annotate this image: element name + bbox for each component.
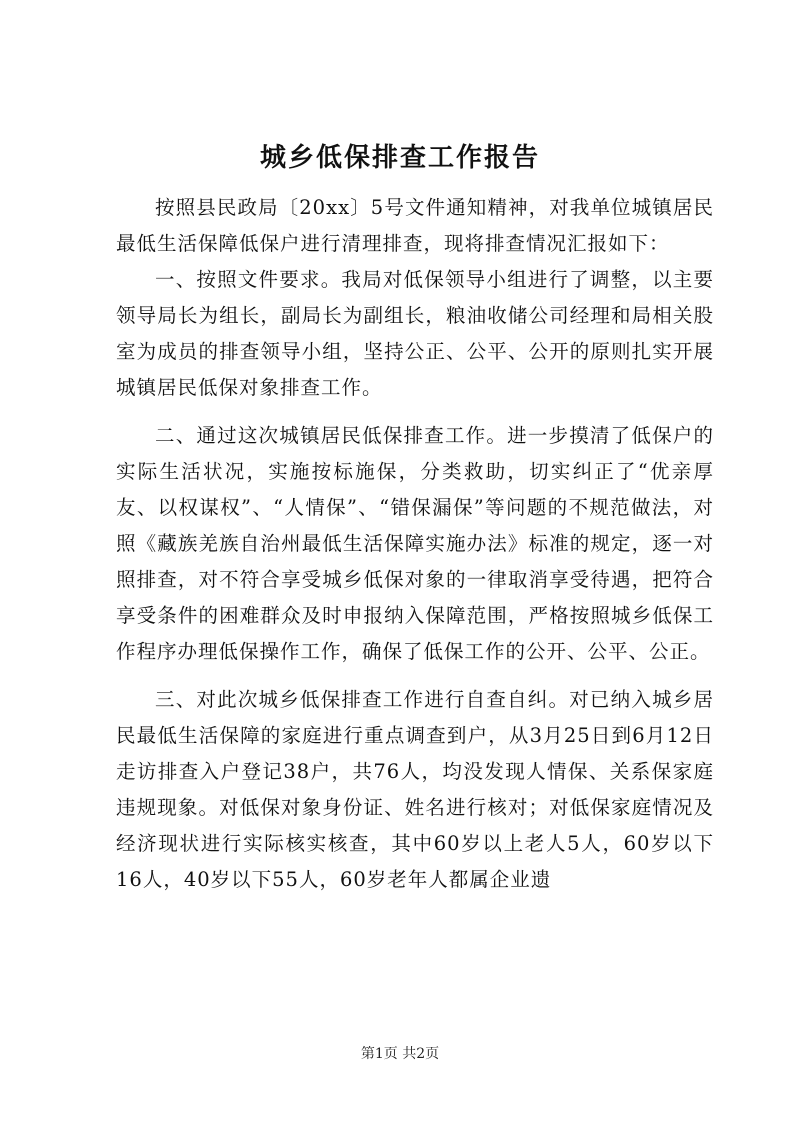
paragraph-intro: 按照县民政局〔20xx〕5号文件通知精神，对我单位城镇居民最低生活保障低保户进行清理排查，现将排查情况汇报如下： xyxy=(116,196,714,255)
document-title: 城乡低保排查工作报告 xyxy=(259,143,540,173)
paragraph-section-2: 二、通过这次城镇居民低保排查工作。进一步摸清了低保户的实际生活状况，实施按标施保，分类救助，切实纠正了“优亲厚友、以权谋权”、“人情保”、“错保漏保”等问题的不规范做法，对照《藏族羌族自治州最低生活保障实施办法》标准的规定，逐一对照排查，对不符合享受城乡低保对象的一律取消享受待遇，把符合享受条件的困难群众及时申报纳入保障范围，严格按照城乡低保工作程序办理低保操作工作，确保了低保工作的公开、公平、公正。 xyxy=(116,424,714,663)
document-body xyxy=(116,190,714,898)
paragraph-section-1: 一、按照文件要求。我局对低保领导小组进行了调整，以主要领导局长为组长，副局长为副组长，粮油收储公司经理和局相关股室为成员的排查领导小组，坚持公正、公平、公开的原则扎实开展城镇居民低保对象排查工作。 xyxy=(116,268,714,399)
paragraph-section-3: 三、对此次城乡低保排查工作进行自查自纠。对已纳入城乡居民最低生活保障的家庭进行重点调查到户，从3月25日到6月12日走访排查入户登记38户，共76人，均没发现人情保、关系保家庭违规现象。对低保对象身份证、姓名进行核对；对低保家庭情况及经济现状进行实际核实核查，其中60岁以上老人5人，60岁以下16人，40岁以下55人，60岁老年人都属企业遗 xyxy=(116,688,714,891)
page-number-footer: 第1页 共2页 xyxy=(360,1046,440,1062)
